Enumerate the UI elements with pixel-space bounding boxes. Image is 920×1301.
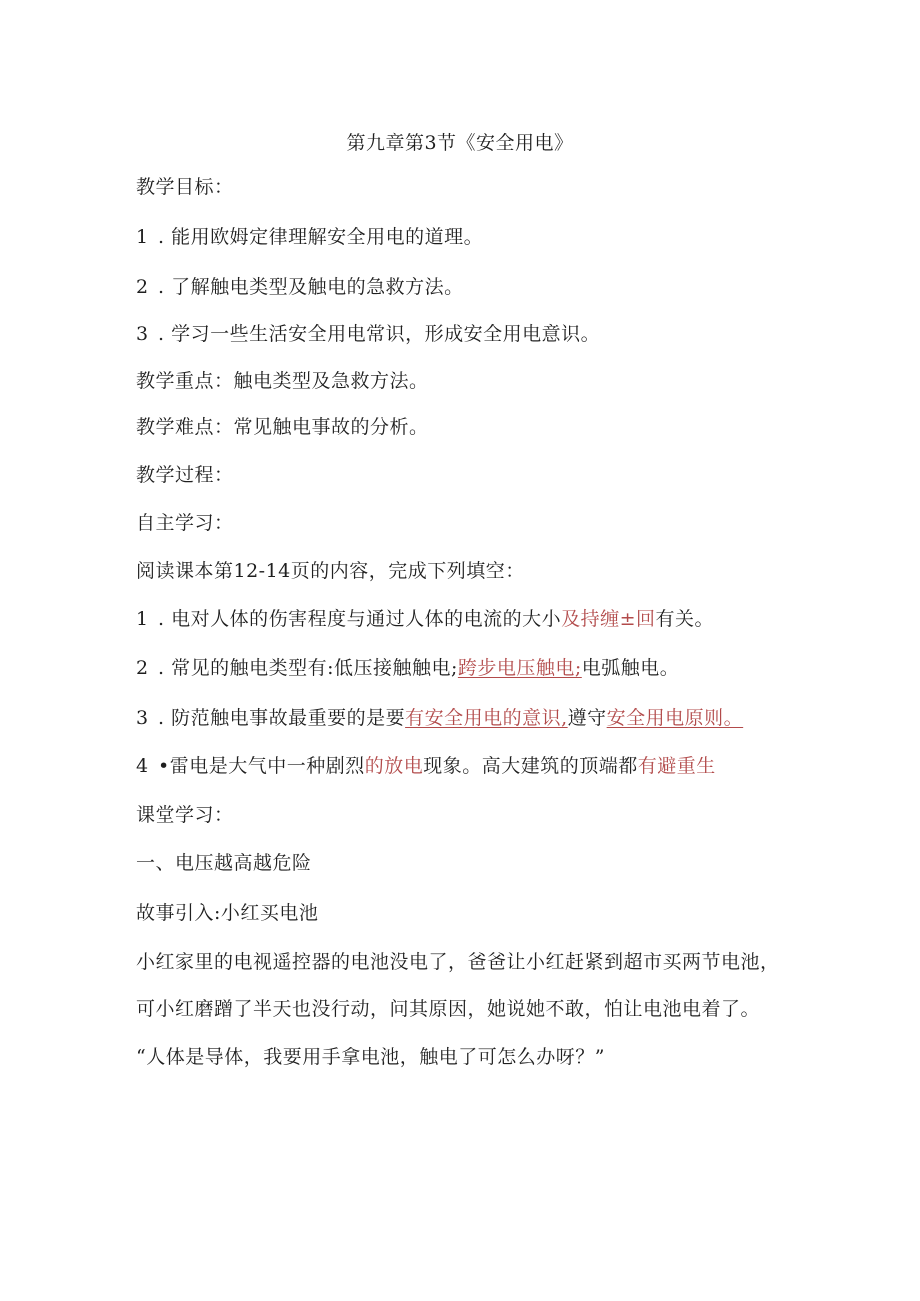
fill-answer: 有避重生: [637, 755, 716, 777]
story-quote: “人体是导体，我要用手拿电池，触电了可怎么办呀？”: [136, 1046, 605, 1068]
fill-item-3: [136, 705, 743, 731]
fill-text: 遵守: [567, 707, 607, 729]
class-study-heading: 课堂学习：: [136, 804, 234, 826]
section-heading: 一、电压越高越危险: [136, 852, 312, 874]
fill-text: •雷电是大气中一种剧烈: [158, 755, 365, 777]
fill-text: 现象。高大建筑的顶端都: [423, 755, 638, 777]
fill-answer: 跨步电压触电;: [457, 657, 582, 679]
story-paragraph-line-1: 小红家里的电视遥控器的电池没电了，爸爸让小红赶紧到超市买两节电池，: [136, 951, 780, 973]
fill-number: 4: [136, 755, 149, 777]
fill-item-2: [136, 655, 679, 681]
objective-item-3: [136, 321, 600, 347]
fill-answer: 及持缠±回: [561, 608, 656, 630]
objective-item-2: [136, 274, 464, 300]
objectives-heading: 教学目标：: [136, 176, 234, 198]
fill-text: . 常见的触电类型有:低压接触触电;: [158, 657, 458, 679]
key-point: 教学重点：触电类型及急救方法。: [136, 370, 429, 392]
difficult-point: 教学难点：常见触电事故的分析。: [136, 416, 429, 438]
story-intro: 故事引入:小红买电池: [136, 902, 319, 924]
fill-number: 3: [136, 707, 149, 729]
fill-number: 2: [136, 657, 149, 679]
objective-number: 2: [136, 276, 149, 298]
objective-text: . 能用欧姆定律理解安全用电的道理。: [158, 226, 484, 248]
objective-text: . 学习一些生活安全用电常识，形成安全用电意识。: [158, 323, 601, 345]
objective-number: 3: [136, 323, 149, 345]
fill-item-4: [136, 753, 716, 779]
fill-number: 1: [136, 608, 149, 630]
process-heading: 教学过程：: [136, 464, 234, 486]
reading-instruction: 阅读课本第12-14页的内容，完成下列填空：: [136, 560, 525, 582]
fill-text: . 防范触电事故最重要的是要: [158, 707, 406, 729]
objective-item-1: [136, 224, 483, 250]
fill-item-1: [136, 606, 714, 632]
fill-answer: 有安全用电的意识,: [405, 707, 568, 729]
fill-text: 有关。: [655, 608, 715, 630]
fill-answer: 安全用电原则。: [606, 707, 744, 729]
fill-text: 电弧触电。: [581, 657, 680, 679]
objective-text: . 了解触电类型及触电的急救方法。: [158, 276, 464, 298]
self-study-heading: 自主学习：: [136, 512, 234, 534]
objective-number: 1: [136, 226, 149, 248]
fill-text: . 电对人体的伤害程度与通过人体的电流的大小: [158, 608, 562, 630]
page-title: 第九章第3节《安全用电》: [346, 132, 574, 154]
story-paragraph-line-2: 可小红磨蹭了半天也没行动，问其原因，她说她不敢，怕让电池电着了。: [136, 998, 761, 1020]
fill-answer: 的放电: [364, 755, 424, 777]
